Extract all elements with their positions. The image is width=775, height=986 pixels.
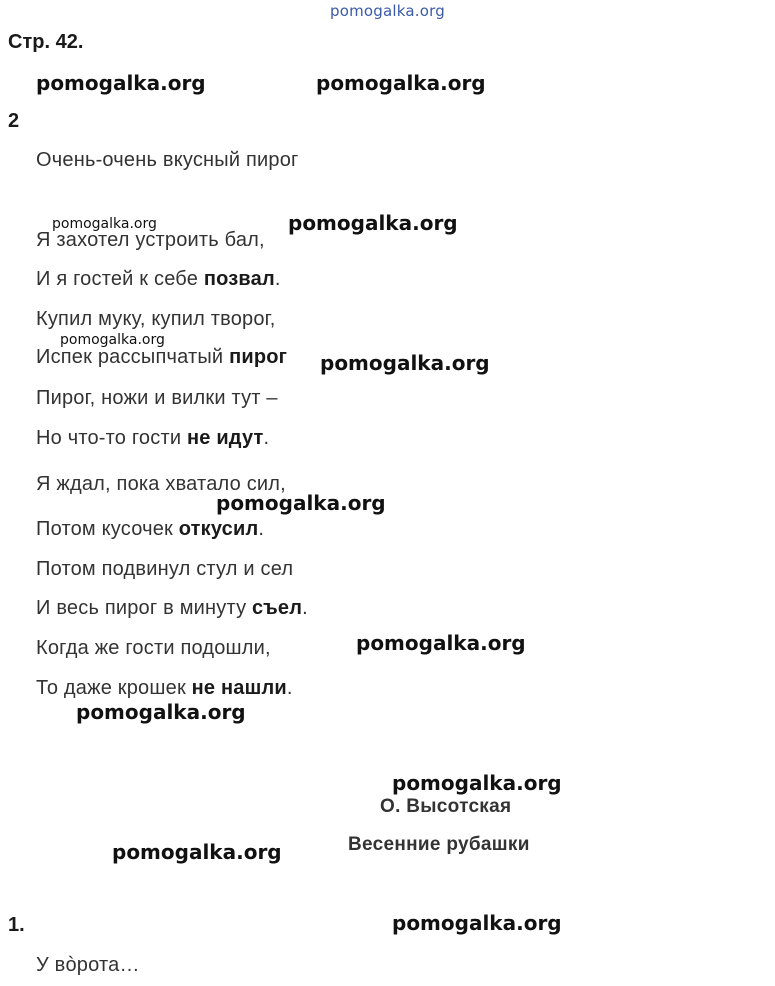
answer-word: не нашли xyxy=(191,677,287,699)
poem-author: О. Высотская xyxy=(380,796,512,817)
answer-word: откусил xyxy=(178,518,259,540)
watermark: pomogalka.org xyxy=(216,491,386,515)
poem-line: Купил муку, купил творог, xyxy=(36,308,276,330)
watermark: pomogalka.org xyxy=(288,211,458,235)
task-number: 2 xyxy=(8,110,20,132)
poem-line: У вòрота… xyxy=(36,954,140,976)
poem-line: Потом подвинул стул и сел xyxy=(36,558,294,580)
poem-line: Я захотел устроить бал, xyxy=(36,229,265,251)
watermark: pomogalka.org xyxy=(76,700,246,724)
poem-line: И весь пирог в минуту съел. xyxy=(36,597,308,619)
poem-line: Потом кусочек откусил. xyxy=(36,518,265,540)
watermark: pomogalka.org xyxy=(320,351,490,375)
site-header-link[interactable]: pomogalka.org xyxy=(330,2,445,20)
watermark: pomogalka.org xyxy=(392,911,562,935)
task-number: 1. xyxy=(8,914,25,936)
watermark: pomogalka.org xyxy=(356,631,526,655)
watermark: pomogalka.org xyxy=(36,71,206,95)
watermark: pomogalka.org xyxy=(316,71,486,95)
answer-word: съел xyxy=(252,597,303,619)
poem-line: Я ждал, пока хватало сил, xyxy=(36,473,286,495)
watermark: pomogalka.org xyxy=(112,840,282,864)
poem-line: И я гостей к себе позвал. xyxy=(36,268,281,290)
poem-line: Когда же гости подошли, xyxy=(36,637,271,659)
poem-line: Пирог, ножи и вилки тут – xyxy=(36,387,278,409)
page-number-heading: Стр. 42. xyxy=(8,31,84,53)
poem-line: То даже крошек не нашли. xyxy=(36,677,293,699)
answer-word: пирог xyxy=(229,346,288,368)
answer-word: позвал xyxy=(203,268,275,290)
poem-title: Весенние рубашки xyxy=(348,834,530,855)
poem-line: Испек рассыпчатый пирог xyxy=(36,346,288,368)
watermark: pomogalka.org xyxy=(52,216,157,232)
poem-line: Но что-то гости не идут. xyxy=(36,427,270,449)
watermark: pomogalka.org xyxy=(392,771,562,795)
answer-word: не идут xyxy=(186,427,264,449)
watermark: pomogalka.org xyxy=(60,332,165,348)
poem-title: Очень-очень вкусный пирог xyxy=(36,149,299,171)
